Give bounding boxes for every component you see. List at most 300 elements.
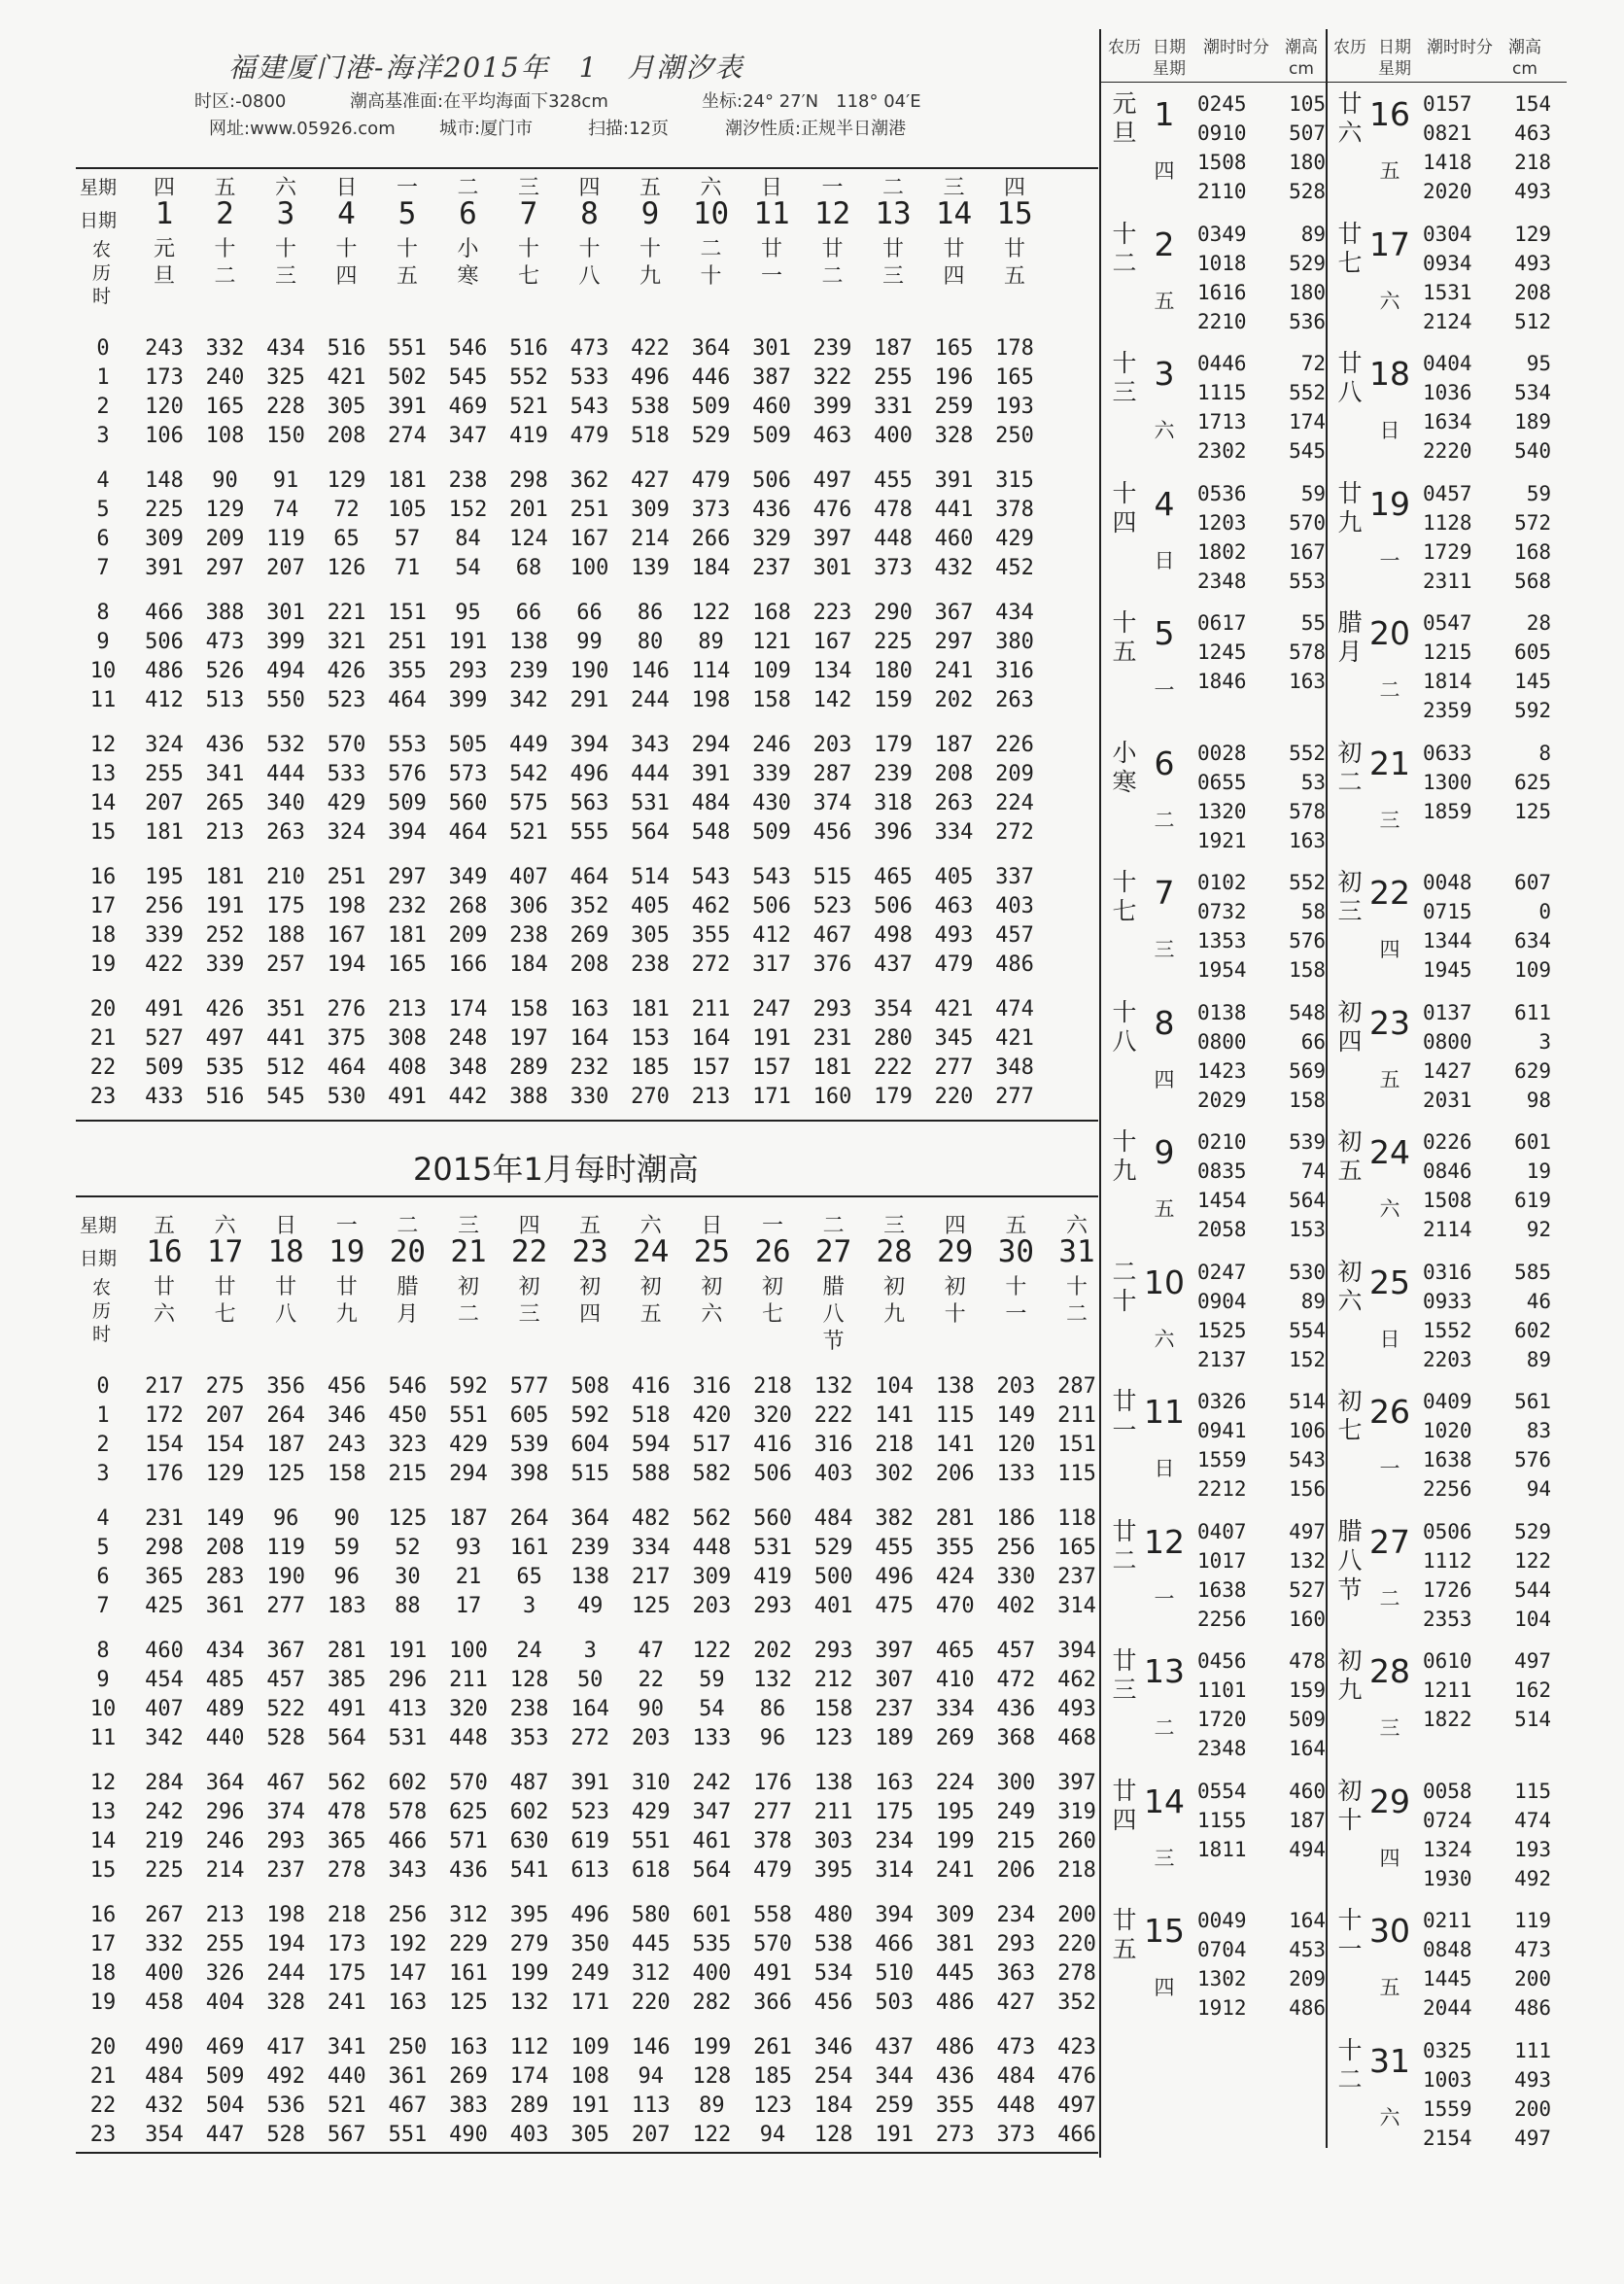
tide-height-cell: 120 — [996, 1433, 1036, 1457]
panel-weekday: 三 — [1154, 938, 1175, 961]
panel-lunar-char: 十 — [1337, 1906, 1363, 1934]
lunar-date-char: 旦 — [153, 264, 175, 289]
tide-height-cell: 349 — [448, 865, 488, 889]
tide-height-cell: 570 — [449, 1771, 488, 1795]
tide-height-cell: 208 — [570, 952, 609, 977]
tide-height-cell: 478 — [874, 498, 913, 522]
tide-height-cell: 509 — [691, 395, 731, 419]
tide-height-cell: 86 — [637, 601, 664, 625]
panel-day: 6 — [1154, 744, 1175, 782]
panel-lunar-char: 八 — [1112, 1026, 1137, 1055]
hour-label: 15 — [89, 1858, 117, 1883]
panel-lunar-char: 六 — [1337, 119, 1363, 147]
panel-weekday: 四 — [1379, 938, 1400, 961]
panel-day: 14 — [1144, 1782, 1185, 1820]
hour-label: 21 — [89, 1026, 117, 1051]
tide-height-cell: 576 — [388, 762, 427, 786]
tide-height-cell: 448 — [874, 527, 913, 551]
tide-height-cell: 241 — [935, 1858, 975, 1883]
tide-time: 1211 — [1423, 1678, 1472, 1702]
tide-time: 0349 — [1197, 222, 1247, 246]
tide-height-cell: 168 — [752, 601, 791, 625]
date-cell: 30 — [997, 1234, 1035, 1269]
tide-height-cell: 496 — [570, 1903, 610, 1927]
tide-height-cell: 238 — [509, 1697, 549, 1721]
tide-height-cell: 222 — [874, 1055, 913, 1080]
lunar-date-char: 三 — [518, 1302, 540, 1327]
lunar-date-char: 四 — [579, 1302, 602, 1327]
tide-height-cell: 538 — [631, 395, 670, 419]
tide-height-cell: 408 — [388, 1055, 427, 1080]
panel-lunar-char: 廿 — [1337, 89, 1363, 118]
tide-height-cell: 447 — [205, 2123, 245, 2147]
tide-height-cell: 316 — [995, 659, 1034, 683]
tide-height-cell: 619 — [570, 1829, 610, 1853]
tide-height-cell: 329 — [752, 527, 791, 551]
tide-time: 1203 — [1197, 510, 1247, 535]
tide-height-cell: 348 — [995, 1055, 1034, 1080]
tide-height-cell: 391 — [934, 468, 974, 493]
tide-height-cell: 194 — [266, 1932, 306, 1956]
date-cell: 19 — [328, 1234, 365, 1269]
tide-height-cell: 403 — [995, 894, 1034, 918]
tide-height: 59 — [1300, 481, 1326, 505]
tide-height-cell: 138 — [813, 1771, 853, 1795]
lunar-date-char: 十 — [396, 237, 418, 261]
tide-height: 552 — [1289, 381, 1326, 404]
tide-height-cell: 74 — [272, 498, 299, 522]
tide-height-cell: 473 — [570, 336, 609, 361]
tide-height-cell: 214 — [631, 527, 670, 551]
tide-height: 494 — [1289, 1837, 1326, 1861]
tide-time: 2212 — [1197, 1477, 1247, 1501]
panel-day: 16 — [1369, 95, 1410, 133]
tide-height-cell: 416 — [753, 1433, 792, 1457]
tide-height-cell: 167 — [812, 630, 852, 654]
tide-height: 129 — [1514, 222, 1551, 246]
tide-height-cell: 191 — [875, 2123, 915, 2147]
tide-time: 2348 — [1197, 1737, 1247, 1760]
tide-height-cell: 191 — [205, 894, 245, 918]
tide-height-cell: 513 — [205, 688, 245, 712]
tide-height-cell: 489 — [205, 1697, 245, 1721]
tide-height-cell: 323 — [388, 1433, 428, 1457]
tide-height: 570 — [1289, 510, 1326, 535]
tide-height-cell: 139 — [631, 556, 670, 580]
tide-height-cell: 429 — [327, 791, 366, 815]
tide-height-cell: 66 — [515, 601, 542, 625]
tide-height-cell: 123 — [753, 2094, 792, 2118]
tide-height-cell: 293 — [813, 1639, 853, 1663]
date-cell: 20 — [389, 1234, 427, 1269]
tide-height-cell: 187 — [874, 336, 913, 361]
tide-height-cell: 294 — [449, 1462, 488, 1486]
panel-lunar-char: 十 — [1112, 219, 1137, 248]
hour-label: 20 — [89, 2035, 117, 2059]
tide-height-cell: 212 — [813, 1668, 853, 1692]
tide-height-cell: 281 — [327, 1639, 366, 1663]
panel-day: 19 — [1369, 484, 1410, 523]
tide-height-cell: 429 — [995, 527, 1034, 551]
panel-weekday: 五 — [1154, 289, 1175, 313]
date-cell: 5 — [397, 196, 417, 231]
tide-time: 0633 — [1423, 741, 1472, 765]
tide-height-cell: 95 — [455, 601, 481, 625]
tide-height-cell: 312 — [631, 1961, 671, 1986]
tide-height-cell: 237 — [752, 556, 791, 580]
hour-label: 16 — [89, 865, 117, 889]
tide-height-cell: 426 — [205, 997, 245, 1021]
tide-height-cell: 148 — [145, 468, 184, 493]
tide-height-cell: 277 — [995, 1085, 1034, 1109]
tide-height: 585 — [1514, 1260, 1551, 1284]
lunar-date-char: 十 — [1005, 1275, 1027, 1299]
tide-height-cell: 246 — [752, 733, 791, 757]
hour-label: 1 — [96, 1403, 110, 1428]
tide-height-cell: 165 — [995, 365, 1034, 390]
tide-height-cell: 436 — [935, 2064, 975, 2089]
tide-height-cell: 277 — [753, 1800, 792, 1824]
tide-height-cell: 380 — [995, 630, 1034, 654]
lunar-date-char: 廿 — [335, 1275, 358, 1299]
table2-title: 2015年1月每时潮高 — [413, 1151, 699, 1188]
datum: 潮高基准面:在平均海面下328cm — [350, 91, 608, 112]
tide-height: 89 — [1526, 1347, 1551, 1371]
tide-height-cell: 217 — [145, 1374, 184, 1399]
tide-height-cell: 91 — [272, 468, 299, 493]
tide-height-cell: 516 — [205, 1085, 245, 1109]
lunar-date-char: 八 — [822, 1302, 845, 1327]
tide-height-cell: 254 — [813, 2064, 853, 2089]
tide-height-cell: 280 — [874, 1026, 913, 1051]
tide-height-cell: 199 — [935, 1829, 975, 1853]
tide-height-cell: 550 — [266, 688, 305, 712]
hour-label: 10 — [89, 659, 117, 683]
tide-height: 486 — [1289, 1996, 1326, 2020]
tide-height-cell: 114 — [691, 659, 731, 683]
tide-height: 493 — [1514, 180, 1551, 203]
tide-time: 0910 — [1197, 121, 1247, 145]
tide-height-cell: 324 — [145, 733, 184, 757]
tide-height-cell: 330 — [996, 1565, 1036, 1589]
lunar-date-char: 初 — [944, 1275, 966, 1299]
tide-height-cell: 484 — [813, 1506, 853, 1531]
weekday-cell: 一 — [761, 1214, 783, 1238]
lunar-date-char: 五 — [396, 264, 418, 289]
tide-height-cell: 472 — [996, 1668, 1036, 1692]
tide-height-cell: 376 — [812, 952, 852, 977]
tide-height-cell: 528 — [266, 1726, 306, 1750]
weekday-cell: 五 — [1005, 1214, 1027, 1238]
tide-height-cell: 396 — [874, 820, 913, 845]
tide-height-cell: 214 — [205, 1858, 245, 1883]
tide-height-cell: 291 — [570, 688, 609, 712]
tide-height-cell: 224 — [995, 791, 1034, 815]
tide-height: 89 — [1300, 1289, 1326, 1313]
tide-height-cell: 533 — [327, 762, 366, 786]
tide-height-cell: 133 — [996, 1462, 1036, 1486]
tide-time: 1454 — [1197, 1189, 1247, 1212]
tide-height-cell: 473 — [996, 2035, 1036, 2059]
tide-height-cell: 59 — [699, 1668, 725, 1692]
tide-height-cell: 321 — [327, 630, 366, 654]
tide-height-cell: 264 — [266, 1403, 306, 1428]
tide-height-cell: 508 — [570, 1374, 610, 1399]
tide-height-cell: 52 — [395, 1536, 421, 1560]
panel-weekday: 二 — [1154, 1716, 1175, 1740]
tide-time: 0226 — [1423, 1130, 1472, 1154]
date-cell: 7 — [519, 196, 538, 231]
tide-time: 2203 — [1423, 1347, 1472, 1371]
panel-lunar-char: 初 — [1337, 997, 1363, 1026]
tide-height-cell: 515 — [570, 1462, 610, 1486]
tide-height-cell: 562 — [327, 1771, 366, 1795]
weekday-cell: 二 — [881, 176, 904, 200]
panel-lunar-char: 初 — [1337, 1257, 1363, 1286]
hour-label: 7 — [96, 1594, 110, 1618]
hour-label: 18 — [89, 923, 117, 948]
tide-height-cell: 460 — [934, 527, 974, 551]
tide-height-cell: 421 — [995, 1026, 1034, 1051]
panel-lunar-char: 腊 — [1337, 608, 1363, 637]
tide-height-cell: 224 — [935, 1771, 975, 1795]
table2-top-rule — [76, 1195, 1098, 1197]
tide-height-cell: 419 — [753, 1565, 792, 1589]
weekday-cell: 四 — [578, 176, 601, 200]
tide-height-cell: 238 — [631, 952, 670, 977]
tide-height-cell: 373 — [874, 556, 913, 580]
lunar-date-char: 七 — [214, 1302, 236, 1327]
tide-height-cell: 207 — [266, 556, 305, 580]
panel-day: 7 — [1154, 874, 1175, 912]
tide-height: 174 — [1289, 410, 1326, 433]
tide-height: 607 — [1514, 871, 1551, 894]
tide-height: 106 — [1289, 1419, 1326, 1442]
tide-height-cell: 444 — [266, 762, 305, 786]
panel-header-height: 潮高cm — [1285, 38, 1318, 79]
tide-height-cell: 142 — [812, 688, 852, 712]
tide-height-cell: 482 — [631, 1506, 671, 1531]
hour-label: 20 — [89, 997, 117, 1021]
tide-time: 2029 — [1197, 1088, 1247, 1112]
tide-height-cell: 355 — [388, 659, 427, 683]
tide-height-cell: 173 — [327, 1932, 366, 1956]
weekday-cell: 五 — [214, 176, 236, 200]
lunar-date-char: 十 — [944, 1302, 966, 1327]
tide-height-cell: 580 — [631, 1903, 671, 1927]
tide-height-cell: 560 — [448, 791, 488, 815]
tide-height-cell: 192 — [388, 1932, 428, 1956]
tide-height: 576 — [1289, 929, 1326, 952]
tide-height-cell: 164 — [570, 1697, 610, 1721]
tide-height-cell: 96 — [333, 1565, 361, 1589]
tide-height-cell: 457 — [266, 1668, 306, 1692]
tide-height-cell: 94 — [759, 2123, 786, 2147]
tide-height-cell: 198 — [691, 688, 731, 712]
lunar-date-char: 九 — [639, 264, 661, 289]
tide-height-cell: 59 — [333, 1536, 361, 1560]
tide-height-cell: 509 — [752, 424, 791, 448]
tide-height-cell: 448 — [449, 1726, 488, 1750]
tide-height-cell: 463 — [934, 894, 974, 918]
tide-height-cell: 334 — [631, 1536, 671, 1560]
tide-height: 89 — [1300, 222, 1326, 246]
tide-height-cell: 364 — [205, 1771, 245, 1795]
panel-lunar-char: 十 — [1112, 478, 1137, 507]
weekday-cell: 五 — [639, 176, 661, 200]
tide-height-cell: 312 — [449, 1903, 488, 1927]
tide-height-cell: 281 — [935, 1506, 975, 1531]
tide-height-cell: 150 — [266, 424, 305, 448]
mid-rule — [76, 1120, 1098, 1122]
panel-weekday: 四 — [1379, 1846, 1400, 1870]
tide-height: 168 — [1514, 539, 1551, 564]
date-cell: 1 — [155, 196, 174, 231]
tide-height-cell: 455 — [874, 468, 913, 493]
tide-height-cell: 601 — [692, 1903, 732, 1927]
tide-height-cell: 93 — [455, 1536, 482, 1560]
weekday-cell: 五 — [153, 1214, 175, 1238]
tide-height-cell: 455 — [875, 1536, 915, 1560]
tide-time: 0610 — [1423, 1649, 1472, 1673]
tide-height-cell: 266 — [691, 527, 731, 551]
tide-height-cell: 506 — [753, 1462, 792, 1486]
tide-height: 548 — [1289, 1000, 1326, 1024]
panel-lunar-char: 四 — [1112, 507, 1137, 536]
tide-time: 1300 — [1423, 770, 1472, 794]
tide-height-cell: 296 — [205, 1800, 245, 1824]
tide-height-cell: 344 — [875, 2064, 915, 2089]
tide-time: 1508 — [1423, 1189, 1472, 1212]
panel-lunar-char: 十 — [1112, 608, 1137, 637]
panel-lunar-char: 九 — [1337, 507, 1363, 536]
tide-height-cell: 466 — [1057, 2123, 1096, 2147]
panel-lunar-char: 六 — [1337, 1286, 1363, 1315]
weekday-cell: 二 — [822, 1214, 845, 1238]
tide-height-cell: 90 — [212, 468, 238, 493]
tide-height-cell: 466 — [388, 1829, 428, 1853]
panel-weekday: 一 — [1379, 548, 1400, 572]
date-cell: 13 — [875, 196, 912, 231]
panel-lunar-char: 初 — [1337, 738, 1363, 767]
tide-height: 568 — [1514, 569, 1551, 593]
tide-height-cell: 543 — [691, 865, 731, 889]
tide-height-cell: 526 — [205, 659, 245, 683]
hour-label: 17 — [89, 894, 117, 918]
tide-time: 0715 — [1423, 900, 1472, 923]
tide-height-cell: 334 — [935, 1697, 975, 1721]
tide-height-cell: 551 — [449, 1403, 488, 1428]
tide-height-cell: 174 — [448, 997, 488, 1021]
tide-height-cell: 231 — [145, 1506, 184, 1531]
panel-day: 9 — [1154, 1133, 1175, 1171]
hour-label: 9 — [96, 1668, 110, 1692]
date-cell: 29 — [937, 1234, 974, 1269]
tide-height-cell: 164 — [691, 1026, 731, 1051]
tide-height-cell: 68 — [515, 556, 542, 580]
tide-height-cell: 265 — [205, 791, 245, 815]
tide-height-cell: 188 — [266, 923, 305, 948]
date-cell: 27 — [814, 1234, 852, 1269]
tide-height-cell: 397 — [875, 1639, 915, 1663]
tide-time: 0536 — [1197, 481, 1247, 505]
tide-height: 0 — [1538, 900, 1551, 923]
tide-height: 478 — [1289, 1649, 1326, 1673]
panel-lunar-char: 廿 — [1112, 1906, 1137, 1934]
tide-height-cell: 284 — [145, 1771, 184, 1795]
tide-height-cell: 120 — [145, 395, 184, 419]
panel-lunar-char: 七 — [1337, 1416, 1363, 1444]
tide-height-cell: 141 — [875, 1403, 915, 1428]
tide-height-cell: 496 — [875, 1565, 915, 1589]
tide-height-cell: 434 — [995, 601, 1034, 625]
panel-day: 8 — [1154, 1003, 1175, 1042]
tide-height-cell: 582 — [692, 1462, 732, 1486]
tide-height-cell: 306 — [509, 894, 548, 918]
tide-height-cell: 151 — [388, 601, 427, 625]
tide-height-cell: 422 — [145, 952, 184, 977]
tide-height-cell: 422 — [631, 336, 670, 361]
tide-time: 1921 — [1197, 828, 1247, 852]
hour-label: 14 — [89, 791, 117, 815]
tide-time: 0247 — [1197, 1260, 1247, 1284]
tide-height-cell: 209 — [448, 923, 488, 948]
panel-day: 23 — [1369, 1003, 1410, 1042]
tide-height-cell: 222 — [813, 1403, 853, 1428]
tide-height-cell: 516 — [327, 336, 366, 361]
tide-height-cell: 518 — [631, 1403, 671, 1428]
tide-height-cell: 243 — [145, 336, 184, 361]
panel-weekday: 二 — [1379, 678, 1400, 702]
tide-height-cell: 113 — [631, 2094, 671, 2118]
tide-height: 164 — [1289, 1737, 1326, 1760]
tide-time: 0102 — [1197, 871, 1247, 894]
tide-height-cell: 385 — [327, 1668, 366, 1692]
tide-height-cell: 373 — [996, 2123, 1036, 2147]
tide-height-cell: 399 — [448, 688, 488, 712]
tide-height-cell: 594 — [631, 1433, 671, 1457]
tide-height-cell: 191 — [752, 1026, 791, 1051]
date-cell: 4 — [337, 196, 356, 231]
tide-height: 132 — [1289, 1548, 1326, 1573]
tide-height: 109 — [1514, 958, 1551, 982]
tide-time: 2137 — [1197, 1347, 1247, 1371]
tide-height-cell: 128 — [509, 1668, 549, 1692]
tide-height-cell: 484 — [996, 2064, 1036, 2089]
tide-height-cell: 213 — [205, 1903, 245, 1927]
hour-label: 3 — [96, 424, 110, 448]
panel-lunar-char: 廿 — [1337, 219, 1363, 248]
hour-label: 5 — [96, 1536, 110, 1560]
lunar-date-char: 寒 — [457, 264, 479, 289]
tide-height-cell: 301 — [266, 601, 305, 625]
tide-height-cell: 89 — [699, 2094, 725, 2118]
lunar-date-char: 初 — [761, 1275, 783, 1299]
tide-height-cell: 464 — [327, 1055, 366, 1080]
tide-height-cell: 378 — [753, 1829, 792, 1853]
tide-height-cell: 436 — [449, 1858, 488, 1883]
tide-height-cell: 407 — [145, 1697, 184, 1721]
panel-weekday: 日 — [1154, 548, 1175, 572]
panel-lunar-char: 三 — [1112, 378, 1137, 406]
tide-height: 145 — [1514, 670, 1551, 693]
tide-height-cell: 211 — [691, 997, 731, 1021]
tide-time: 0138 — [1197, 1000, 1247, 1024]
tide-height-cell: 618 — [631, 1858, 671, 1883]
tide-height-cell: 231 — [812, 1026, 852, 1051]
panel-day: 22 — [1369, 874, 1410, 912]
tide-height-cell: 340 — [266, 791, 305, 815]
